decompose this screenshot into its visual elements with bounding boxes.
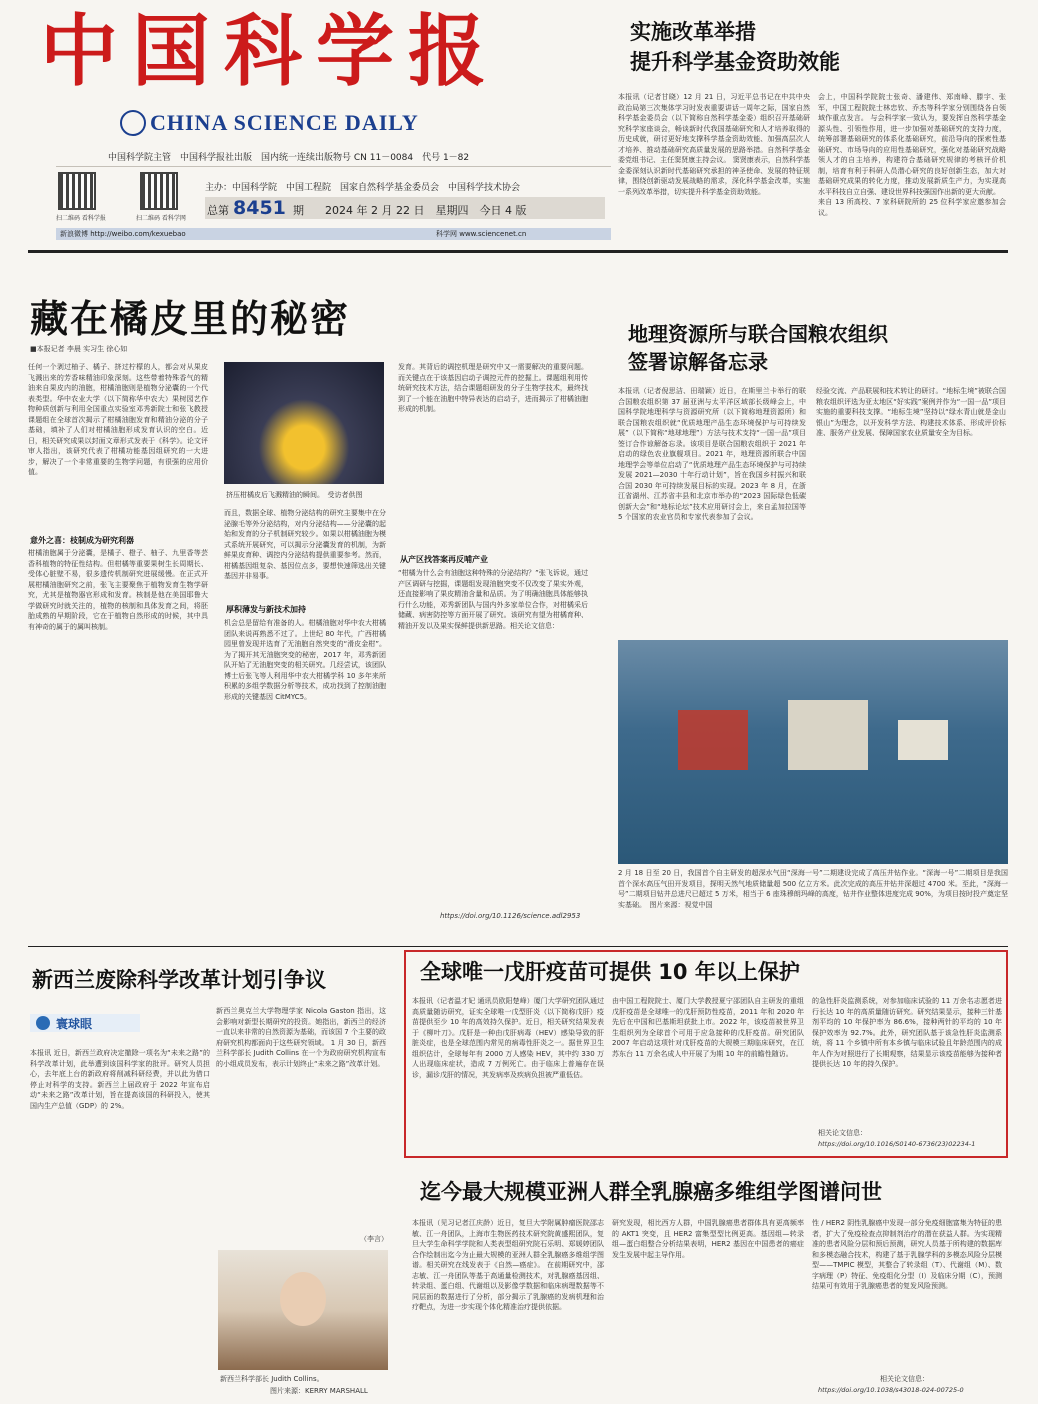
globe-icon	[36, 1016, 50, 1030]
main-column-2b	[224, 618, 386, 933]
reform-para: 与会科学家一致认为，要发挥自然科学基金源头性、引领性作用，进一步加强对基础研究的支持力度，统筹部署基础研究的体系化基础研究，前沿导向的探索性基础研究、市场导向的应用性基础研究，强化对基础研究战略领人才的自主培养，构建符合基础研究规律的考核评价机制，培育有利于科研人员潜心研究的良好创新生态，加大对基础研究成果的转化力度，推动发展新质生产力，为实现高水平科技自立自强、建设世界科技强国作出新的更大贡献。	[818, 114, 1006, 196]
vaccine-column-1	[412, 996, 604, 1152]
headline-geo: 地理资源所与联合国粮农组织	[628, 322, 888, 346]
main-para: 而且，数据全球、植物分泌结构的研究主要集中在分泌腺毛等外分泌结构，对内分泌结构——分泌囊的起始和发育的分子机制研究较少。如果以柑橘油胞为模式系统开展研究，可以揭示分泌囊发育的机制，为新鲜果皮育种、调控内分泌结构提供重要参考。然而，柑橘基因组复杂、基因位点多，要想快速筛选出关键基因并非易事。	[224, 509, 386, 580]
headline-vaccine: 全球唯一戊肝疫苗可提供 10 年以上保护	[420, 960, 800, 984]
nz-author: （李言）	[360, 1235, 388, 1243]
section-rule	[28, 250, 1008, 253]
platform-shape	[788, 700, 868, 770]
qr-label: 扫二维码 看科学网	[136, 215, 186, 222]
platform-shape	[898, 720, 948, 760]
issue-number: 8451	[233, 197, 286, 219]
web-link[interactable]: 科学网 www.sciencenet.cn	[436, 230, 527, 238]
issue-bar	[205, 197, 605, 219]
breast-column-1	[412, 1218, 604, 1394]
weibo-link[interactable]: 新浪微博 http://weibo.com/kexuebao	[60, 230, 186, 238]
geo-para: 经验交流、产品联展和技术转让的研讨。“地标生境”被联合国粮农组织评选为亚太地区“好实践”案例并作为“一国一品”项目实施的重要科技支撑。“地标生境”坚持以“绿水青山就是金山银山”为理念，以开发科学方法、构建技术体系、形成评价标准、服务产业发展、保障国家农业质量安全为目标。	[816, 387, 1006, 437]
reform-para: 本报讯（记者甘晓）12 月 21 日，习近平总书记在中共中央政治局第三次集体学习时发表重要讲话一周年之际，国家自然科学基金委员会（以下简称自然科学基金委）组织召开基础研究科学家座谈会，畅谈新时代我国基础研究和人才培养取得的历史成就，研讨更好地支撑科学基金资助效能、加强高层次人才培养、推动基础研究高质量发展的思路举措。自然科学基金委党组书记、主任窦贤康主持会议。	[618, 93, 810, 164]
vaccine-para: 由中国工程院院士、厦门大学教授夏宁邵团队自主研发的重组戊肝疫苗是全球唯一的戊肝预防性疫苗，2011 年和 2020 年先后在中国和巴基斯坦获批上市。2022 年，该疫苗被世界卫生组织列为全球首个可用于应急接种的戊肝疫苗。研究团队 2007 年启动这项针对戊肝疫苗的大规模三期临床研究，在江苏东台 11 万余名成人中开展了为期 10 年的前瞻性随访。	[612, 997, 804, 1058]
breast-para: 在前期研究中，邵志敏、江一舟团队等基于高通量检测技术，对乳腺癌基因组、转录组、蛋白组、代谢组以及影像学数据和临床病理数据等不同层面的数据进行了分析，部分揭示了乳腺癌的发病机理和治疗靶点，为进一步实现个体化精准治疗提供依据。	[412, 1261, 604, 1311]
nz-column-1	[30, 1048, 210, 1392]
platform-caption	[618, 868, 1008, 936]
reform-column-1	[618, 92, 810, 292]
breast-para: 本报讯（见习记者江庆龄）近日，复旦大学附属肿瘤医院邵志敏、江一舟团队，上海市生物医药技术研究院黄盛熙团队，复旦大学生命科学学院和人类表型组研究院石乐明、郑媛婷团队合作绘制出迄今为止最大规模的亚洲人群全乳腺癌多维组学图谱。相关研究在线发表于《自然—癌症》。	[412, 1219, 604, 1269]
main-column-3a	[398, 362, 588, 542]
nz-para: 本报讯 近日，新西兰政府决定撤除一项名为“未来之路”的科学改革计划，此举遭到该国科学家的批评。研究人员担心，去年底上台的新政府将削减科研经费，并以此为借口停止对科学的支持。新西兰上届政府于 2022 年宣布启动“未来之路”改革计划，旨在提高该国的科研投入，使其国内生产总值（GDP）的 2%。	[30, 1049, 210, 1110]
breast-doi-link[interactable]: https://doi.org/10.1038/s43018-024-00725-0	[818, 1386, 964, 1394]
main-para: 机会总是留给有准备的人。柑橘油胞对华中农大柑橘团队来说再熟悉不过了。上世纪 80 年代，广西柑橘园里曾发现并选育了无油胞自然突变的“滑皮金柑”。为了揭开其无油胞突变的秘密，2017 年，邓秀新团队开始了无油胞突变的相关研究。几经尝试，该团队博士后张飞等人利用华中农大柑橘学科 10 多年来所积累的多组学数据分析等技术，成功找到了控制油胞形成的关键基因 CitMYC5。	[224, 619, 386, 701]
issue-suffix: 期	[293, 204, 304, 217]
vaccine-para: 的急性肝炎监测系统，对参加临床试验的 11 万余名志愿者进行长达 10 年的高质量随访研究。研究结果显示，接种三针基剂平均的 10 年保护率为 86.6%，接种两针的平均的 10 年保护效率为 92.7%。此外，研究团队基于该急性肝炎监测系统，将 11 个乡镇中所有本乡镇与临床试验且年龄范围内的成年人作为对照进行了长期观察，结果显示该疫苗能够为接种者提供长达 10 年的持久保护。	[812, 997, 1002, 1068]
qr-code-icon[interactable]	[140, 172, 178, 210]
face-shape	[280, 1272, 326, 1326]
photo-caption: 挤压柑橘皮后飞溅精油的瞬间。 受访者供图	[226, 491, 363, 499]
issue-label: 总第	[207, 204, 229, 217]
geo-para: 本报讯（记者倪思洁、田瑞颖）近日，在斯里兰卡举行的联合国粮农组织第 37 届亚洲与太平洋区域部长级峰会上，中国科学院地理科学与资源研究所（以下简称地理资源所）和联合国粮农组织就“优质地理产品生态环境保护与可持续发展”（以下简称“地球地理”）方法与技术支持“一国一品”项目签订合作谅解备忘录。该项目是联合国粮农组织于 2021 年启动的绿色农业旗舰项目。2021 年，地理资源所联合中国地理学会等单位启动了“优质地理产品生态环境保护与可持续发展 2021—2030 十年行动计划”，旨在我国乡村振兴和联合国 2030 年可持续发展目标的实现。2023 年 8 月，在浙江省湖州、江苏省丰县和北京市举办的“2023 国际绿色低碳创新大会”和“地标论坛”技术应用研讨会上，来自孟加拉国等 5 个国家的农业官员和专家代表参加了会议。	[618, 387, 806, 521]
vaccine-doi-link[interactable]: https://doi.org/10.1016/S0140-6736(23)02234-1	[818, 1140, 976, 1148]
main-para: 任何一个剥过柚子、橘子、挤过柠檬的人，都会对从果皮飞溅出来的芳香味精油印象深刻。这些带着特殊香气的精油来自果皮内的油胞，柑橘油胞则是植物分泌囊的一个代表类型。华中农业大学（以下简称华中农大）果树园艺作物种质创新与利用全国重点实验室邓秀新院士和张飞教授课题组在全球首次揭示了柑橘油胞发育和精油分泌的分子基础，填补了人们对柑橘油胞形成发育认识的空白。近日，相关研究成果以封面文章形式发表于《科学》。论文评审人指出，该研究代表了柑橘功能基因组研究的一大进步，解决了一个非常重要的生物学问题，有很强的应用价值。	[28, 363, 208, 476]
nz-para: 1 月 30 日，新西兰科学部长 Judith Collins 在一个为政府研究机构宣布的小组成员发布，表示计划终止“未来之路”改革计划。	[216, 1038, 386, 1068]
main-headline: 藏在橘皮里的秘密	[30, 297, 351, 341]
geo-column-2	[816, 386, 1006, 634]
judith-collins-photo	[218, 1250, 388, 1370]
breast-doi-label: 相关论文信息：	[880, 1375, 929, 1383]
main-doi-link[interactable]: https://doi.org/10.1126/science.adl2953	[440, 912, 581, 920]
breast-para: 性 / HER2 阴性乳腺癌中发现一部分免疫细胞富集为特征的患者，扩大了免疫检查点抑制剂治疗的潜在获益人群。为实现精准的患者风险分层和预后预测，研究人员基于所构建的数据库和多模态融合技术，构建了基于乳腺学科的多模态风险分层模型——TMPIC 模型，其整合了转录组（T）、代谢组（M）、数字病理（P）特征、免疫组化分型（I）及临床分期（C），预测结果可有效用于乳腺癌患者的复发风险预测。	[812, 1219, 1002, 1290]
link-bar	[56, 228, 611, 240]
vaccine-column-3	[812, 996, 1002, 1128]
headline-geo-2: 签署谅解备忘录	[628, 350, 768, 374]
masthead-english-title: CHINA SCIENCE DAILY	[150, 110, 419, 135]
divider	[56, 166, 611, 167]
reform-para: 窦贤康表示，自然科学基金委深刻认识新时代基础研究承担的神圣使命、发展的特征规律，围绕创新驱动发展战略的需求，深化科学基金改革，实施一系列改革举措，切实提升科学基金资助效能。	[618, 156, 810, 196]
nz-photo-caption: 新西兰科学部长 Judith Collins。	[220, 1375, 324, 1383]
reform-column-2	[818, 92, 1006, 292]
globe-icon	[120, 110, 146, 136]
main-byline: ■本报记者 李晨 实习生 徐心如	[30, 345, 128, 353]
nz-column-2	[216, 1006, 386, 1232]
main-column-3b	[398, 568, 588, 908]
publisher-line: 中国科学院主管 中国科学报社出版 国内统一连续出版物号 CN 11－0084 代号 1－82	[108, 153, 470, 163]
orange-oil-photo	[224, 362, 384, 484]
headline-reform: 实施改革举措	[630, 20, 756, 44]
main-subhead-1: 意外之喜：枝制成为研究利器	[30, 535, 134, 545]
breast-column-2	[612, 1218, 804, 1394]
headline-nz: 新西兰废除科学改革计划引争议	[32, 968, 326, 992]
main-para: 柑橘油胞属于分泌囊，是橘子、橙子、柚子、九里香等芸香科植物的特征性结构。但柑橘等重要果树生长周期长、受体心脏壁不易，很多遗传机制研究进展缓慢。在正式开展柑橘油胞研究之前，张飞主要聚焦于植物发育生物学研究，尤其是植物器官形成和发育。核制是他在美国耶鲁大学做研究时就关注的，植物的核制和具体发育之间，将胚胎成熟的早期阶段，它在于植物自然形成的时候，其中具有神奇的属于的属叫核制。	[28, 549, 208, 631]
main-column-1a	[28, 362, 208, 530]
geo-column-1	[618, 386, 806, 634]
main-column-1b	[28, 548, 208, 930]
breast-column-3	[812, 1218, 1002, 1372]
breast-para: 研究发现，相比西方人群，中国乳腺癌患者群体具有更高频率的 AKT1 突变，且 HER2 富集型型比例更高。基因组—转录组—蛋白组整合分析结果表明，HER2 基因在中国患者的癌症发生发展中起主导作用。	[612, 1219, 804, 1259]
nz-photo-credit: 图片来源：KERRY MARSHALL	[270, 1387, 368, 1395]
main-subhead-3: 从产区找答案再反哺产业	[400, 554, 488, 564]
vaccine-column-2	[612, 996, 804, 1152]
column-tag-label: 寰球眼	[56, 1017, 93, 1031]
nz-para: 新西兰奥克兰大学物理学家 Nicola Gaston 指出，这会影响对新型长期研究的投资。她指出，新西兰的经济一直以来非常的自然资源为基础，而该国 7 个主要的政府研究机构都面向于这些研究领域。	[216, 1007, 386, 1047]
reform-para: 来自 13 所高校、7 家科研院所的 25 位科学家应邀参加会议。	[818, 198, 1006, 217]
reform-para: 会上，中国科学院院士张奇、潘建伟、郑南峰、滕宇、张军，中国工程院院士林忠钦、乔杰等科学家分别围绕各自领域作重点发言。	[818, 93, 1006, 122]
headline-reform-2: 提升科学基金资助效能	[630, 50, 840, 74]
vaccine-doi-label: 相关论文信息：	[818, 1129, 867, 1137]
main-para: “柑橘为什么会有油胞这种特殊的分泌结构？”张飞诉说，通过产区调研与挖掘，课题组发现油胞突变不仅改变了果实外观，还直接影响了果皮精油含量和品质。为了明确油胞具体能够执行什么功能，邓秀新团队与国内外多家单位合作，对柑橘采后储藏、病害防控等方面开展了研究。该研究有望为柑橘育种、精油开发以及果实保鲜提供新思路。相关论文信息：	[398, 569, 588, 630]
section-rule	[28, 946, 1008, 947]
masthead-logo: 中国科学报	[40, 6, 501, 97]
main-column-2a	[224, 508, 386, 596]
column-tag	[30, 1014, 140, 1032]
caption-text: 2 月 18 日至 20 日，我国首个自主研发的超深水气田“深海一号”二期建设完成了高压井钻作业。“深海一号”二期项目是我国首个深水高压气田开发项目，探明天然气地质储量超 500 亿立方米。此次完成的高压井钻井深超过 4700 米。至此，“深海一号”二期项目钻井总进尺已超过 5 万米，相当于 6 座珠穆朗玛峰的高度，钻井作业整体进度完成 90%，为项目按时投产奠定坚实基础。 图片来源：视觉中国	[618, 869, 1008, 909]
vaccine-para: 本报讯（记者温才妃 通讯员欧阳楚峰）厦门大学研究团队通过高质量随访研究，证实全球唯一戊型肝炎（以下简称戊肝）疫苗提供至少 10 年的高效持久保护。近日，相关研究结果发表于《柳叶刀》。戊肝是一种由戊肝病毒（HEV）感染导致的肝脏炎症，也是全球范围内常见的病毒性肝炎之一。据世界卫生组织估计，全球每年有 2000 万人感染 HEV，其中约 330 万人出现临床症状，造成 7 万例死亡。由于临床上普遍存在误诊，漏诊戊肝的情况，其发病率及疾病负担被严重低估。	[412, 997, 604, 1079]
platform-shape	[678, 710, 748, 770]
headline-breast-cancer: 迄今最大规模亚洲人群全乳腺癌多维组学图谱问世	[420, 1180, 882, 1204]
offshore-platform-photo	[618, 640, 1008, 864]
sponsor-line: 主办：中国科学院 中国工程院 国家自然科学基金委员会 中国科学技术协会	[205, 183, 521, 193]
main-subhead-2: 厚积薄发与新技术加持	[226, 604, 306, 614]
qr-code-icon[interactable]	[58, 172, 96, 210]
qr-label: 扫二维码 看科学报	[56, 215, 106, 222]
main-para: 发育。其背后的调控机理是研究中又一需要解决的重要问题。而关键点在于该基因启动子调控元件的挖掘上。课题组利用传统研究技术方法，结合课题组研发的分子生物学技术，最终找到了一个能在油胞中特异表达的启动子，进而揭示了柑橘油胞形成的机制。	[398, 363, 588, 413]
issue-date: 2024 年 2 月 22 日 星期四 今日 4 版	[325, 204, 527, 217]
